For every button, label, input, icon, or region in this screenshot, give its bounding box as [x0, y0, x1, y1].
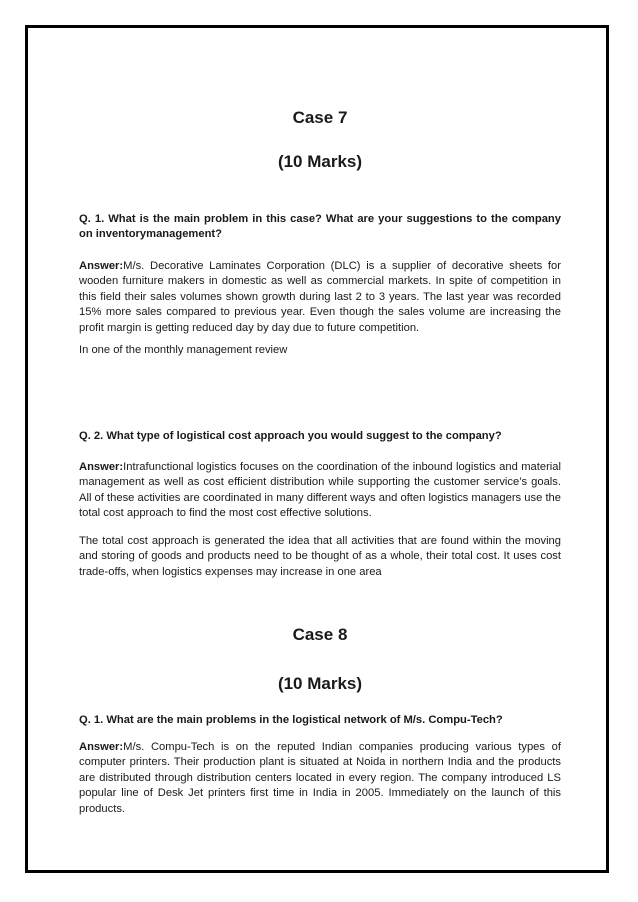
case7-answer-1-paragraph-2-block	[79, 343, 561, 358]
case7-answer-2-block	[79, 460, 561, 522]
case7-answer-1	[79, 259, 561, 336]
case8-heading-block	[79, 627, 561, 642]
answer-label: Answer:	[79, 741, 124, 753]
case7-answer-2-paragraph-2-block	[79, 534, 561, 580]
case8-marks-block	[79, 676, 561, 691]
case7-answer-2	[79, 460, 561, 522]
case7-title: Case 7	[292, 108, 348, 127]
answer-text: Intrafunctional logistics focuses on the coordination of the inbound logistics and material management as well as cost efficient distribution while supporting the customer service’s goals. All of these activities are coordinated in many different ways and often logistics managers use the total cost approach to find the most cost effective solutions.	[79, 461, 561, 520]
case7-answer-1-paragraph-2: In one of the monthly management review	[79, 344, 288, 356]
case8-q1-block	[79, 713, 561, 728]
case8-answer-1-block	[79, 740, 561, 817]
case8-question-1: Q. 1. What are the main problems in the logistical network of M/s. Compu-Tech?	[79, 714, 503, 726]
case7-question-2: Q. 2. What type of logistical cost approach you would suggest to the company?	[79, 430, 502, 442]
answer-label: Answer:	[79, 461, 124, 473]
answer-label: Answer:	[79, 260, 124, 272]
case7-marks: (10 Marks)	[277, 152, 363, 171]
case7-q2-block	[79, 429, 561, 444]
answer-text: M/s. Compu-Tech is on the reputed Indian companies producing various types of computer printers. Their production plant is situated at Noida in northern India and the products are distributed through distribution centers located in every region. The company introduced LS popular line of Desk Jet printers first time in India in 2005. Immediately on the launch of this products.	[79, 741, 561, 815]
case8-answer-1	[79, 740, 561, 817]
case7-marks-block	[79, 154, 561, 169]
case8-title: Case 8	[292, 625, 348, 644]
case7-q1-block	[79, 212, 561, 243]
case8-marks: (10 Marks)	[277, 674, 363, 693]
case7-answer-1-block	[79, 259, 561, 336]
answer-text: M/s. Decorative Laminates Corporation (DLC) is a supplier of decorative sheets for wooden furniture makers in domestic as well as commercial markets. In spite of competition in this field their sales volumes shown growth during last 2 to 3 years. The last year was recorded 15% more sales compared to previous year. Even though the sales volume are increasing the profit margin is getting reduced day by day due to future competition.	[79, 260, 561, 334]
case7-heading-block	[79, 110, 561, 125]
case7-answer-2-paragraph-2: The total cost approach is generated the idea that all activities that are found within the moving and storing of goods and products need to be thought of as a whole, their total cost. It uses cost trade-offs, when logistics expenses may increase in one area	[79, 535, 561, 578]
case7-question-1: Q. 1. What is the main problem in this case? What are your suggestions to the company on inventorymanagement?	[79, 213, 561, 241]
